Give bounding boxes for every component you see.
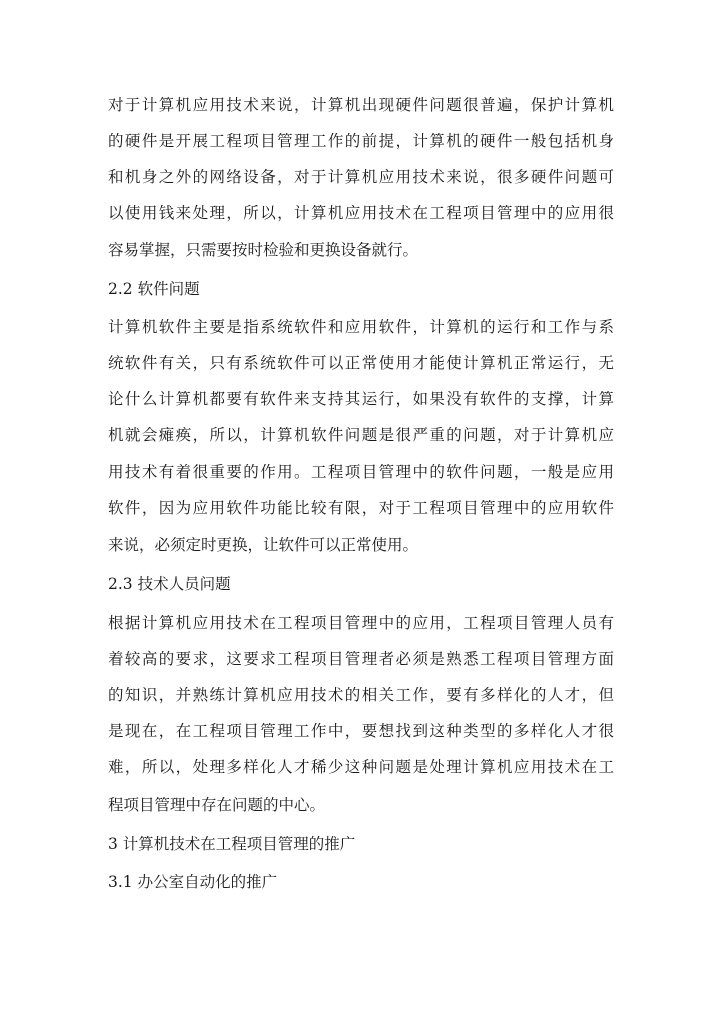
text-line: 机就会瘫痪，所以，计算机软件问题是很严重的问题，对于计算机应: [108, 426, 614, 444]
text-line: 着较高的要求，这要求工程项目管理者必须是熟悉工程项目管理方面: [108, 650, 614, 668]
text-line: 用技术有着很重要的作用。工程项目管理中的软件问题，一般是应用: [108, 463, 614, 481]
text-line: 的硬件是开展工程项目管理工作的前提，计算机的硬件一般包括机身: [108, 132, 614, 150]
text-line: 以使用钱来处理，所以，计算机应用技术在工程项目管理中的应用很: [108, 204, 614, 222]
text-line: 对于计算机应用技术来说，计算机出现硬件问题很普遍，保护计算机: [108, 96, 614, 114]
text-line: 和机身之外的网络设备，对于计算机应用技术来说，很多硬件问题可: [108, 168, 614, 186]
text-line: 计算机软件主要是指系统软件和应用软件，计算机的运行和工作与系: [108, 318, 614, 336]
text-line: 程项目管理中存在问题的中心。: [108, 796, 326, 814]
text-line: 根据计算机应用技术在工程项目管理中的应用，工程项目管理人员有: [108, 614, 614, 632]
text-line: 软件，因为应用软件功能比较有限，对于工程项目管理中的应用软件: [108, 499, 614, 517]
section-heading-3-1: 3.1 办公室自动化的推广: [108, 873, 278, 891]
text-line: 统软件有关，只有系统软件可以正常使用才能使计算机正常运行，无: [108, 354, 614, 372]
text-line: 论什么计算机都要有软件来支持其运行，如果没有软件的支撑，计算: [108, 390, 614, 408]
text-line: 的知识，并熟练计算机应用技术的相关工作，要有多样化的人才，但: [108, 686, 614, 704]
text-line: 来说，必须定时更换，让软件可以正常使用。: [108, 536, 419, 554]
text-line: 是现在，在工程项目管理工作中，要想找到这种类型的多样化人才很: [108, 722, 614, 740]
text-line: 难，所以，处理多样化人才稀少这种问题是处理计算机应用技术在工: [108, 758, 614, 776]
section-heading-3: 3 计算机技术在工程项目管理的推广: [108, 835, 356, 853]
text-line: 容易掌握，只需要按时检验和更换设备就行。: [108, 241, 419, 259]
section-heading-2-3: 2.3 技术人员问题: [108, 575, 231, 593]
section-heading-2-2: 2.2 软件问题: [108, 280, 200, 298]
